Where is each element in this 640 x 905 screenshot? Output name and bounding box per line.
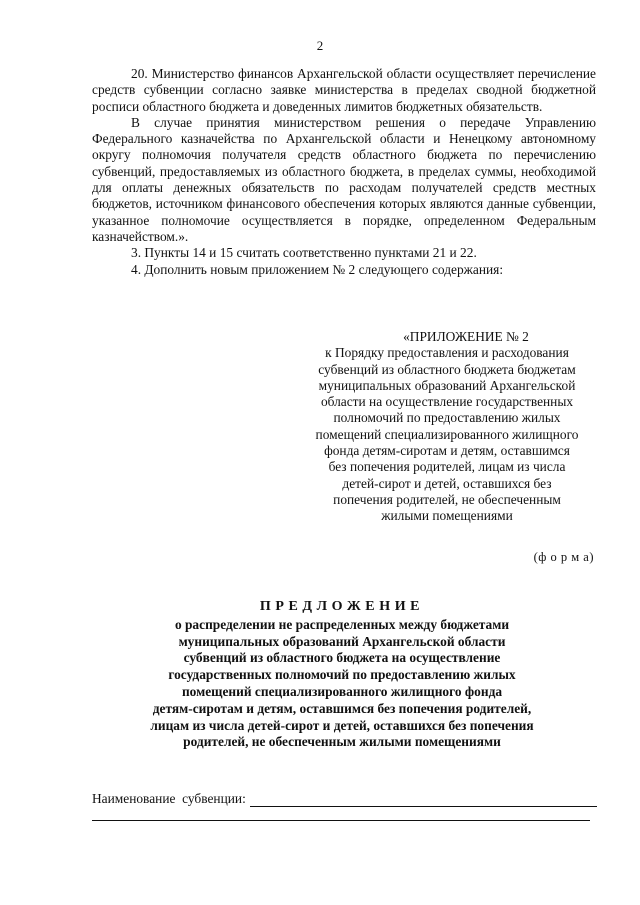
- proposal-line: родителей, не обеспеченным жилыми помещениями: [183, 734, 501, 750]
- body-text: [92, 66, 596, 278]
- appendix-line: помещений специализированного жилищного: [315, 426, 579, 442]
- page-number: 2: [316, 38, 324, 53]
- appendix-header: [297, 329, 597, 525]
- proposal-line: субвенций из областного бюджета на осуществление: [183, 650, 501, 666]
- appendix-line: полномочий по предоставлению жилых: [333, 410, 561, 426]
- paragraph-3: 3. Пункты 14 и 15 считать соответственно пунктами 21 и 22.: [131, 245, 477, 261]
- proposal-title: ПРЕДЛОЖЕНИЕ: [259, 599, 425, 614]
- proposal-line: государственных полномочий по предоставлению жилых: [168, 667, 516, 683]
- proposal-line: лицам из числа детей-сирот и детей, оставшихся без попечения: [150, 717, 534, 733]
- appendix-line: попечения родителей, не обеспеченным: [333, 491, 561, 507]
- subsidy-label: Наименование субвенции:: [92, 791, 246, 806]
- appendix-line: детей-сирот и детей, оставшихся без: [342, 475, 552, 491]
- appendix-line: к Порядку предоставления и расходования: [325, 345, 569, 361]
- subsidy-blank-line-2: [92, 819, 590, 821]
- paragraph-4: 4. Дополнить новым приложением № 2 следующего содержания:: [131, 261, 504, 277]
- appendix-line: фонда детям-сиротам и детям, оставшимся: [324, 443, 570, 459]
- paragraph-20: 20. Министерство финансов Архангельской области осуществляет перечисление средств субвенции согласно заявке министерства в пределах сводной бюджетной росписи областного бюджета и доведенных лимитов бюджетных обязательств.: [92, 66, 596, 114]
- appendix-line: области на осуществление государственных: [320, 394, 574, 410]
- appendix-line: субвенций из областного бюджета бюджетам: [318, 361, 576, 377]
- appendix-line: муниципальных образований Архангельской: [318, 377, 576, 393]
- paragraph-treasury: В случае принятия министерством решения о передаче Управлению Федерального казначейства по Архангельской области и Ненецкому автономному округу полномочия получателя средств областного бюджета по перечислению субвенций, предоставляемых из областного бюджета, в пределах суммы, необходимой для оплаты денежных обязательств по расходам получателей средств местных бюджетов, источником финансового обеспечения которых являются данные субвенции, указанное полномочие осуществляется в порядке, определенном Федеральным казначейством.».: [92, 114, 596, 244]
- proposal-line: о распределении не распределенных между бюджетами: [174, 616, 510, 632]
- form-mark: (ф о р м а): [533, 550, 594, 564]
- proposal-line: муниципальных образований Архангельской области: [178, 633, 506, 649]
- subsidy-name-field: [92, 791, 597, 821]
- appendix-title: «ПРИЛОЖЕНИЕ № 2: [403, 329, 529, 344]
- proposal-line: детям-сиротам и детям, оставшимся без попечения родителей,: [152, 700, 532, 716]
- subsidy-row: [92, 791, 597, 807]
- appendix-line: жилыми помещениями: [381, 508, 513, 524]
- subsidy-blank-line: [250, 792, 597, 807]
- proposal-heading: [92, 599, 592, 751]
- proposal-line: помещений специализированного жилищного фонда: [181, 683, 503, 699]
- appendix-line: без попечения родителей, лицам из числа: [328, 459, 566, 475]
